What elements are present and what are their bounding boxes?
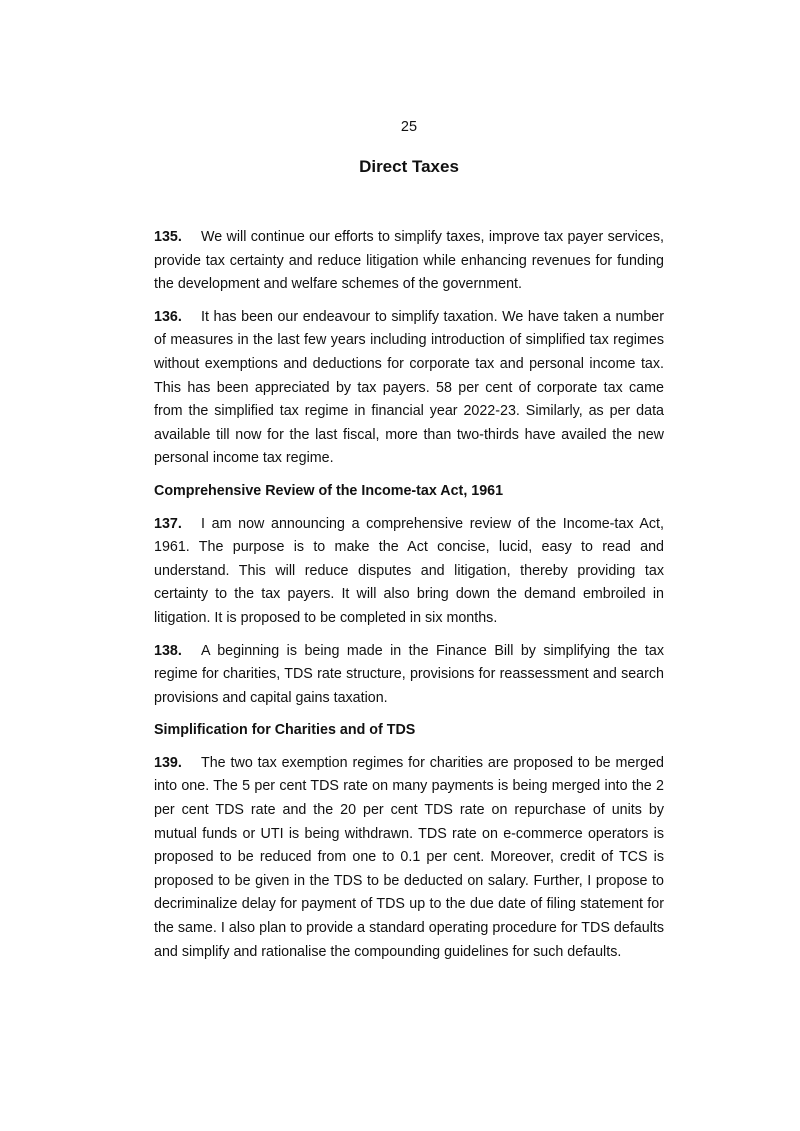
subheading-income-tax-review: Comprehensive Review of the Income-tax Act, 1961 <box>154 482 504 499</box>
paragraph-text: We will continue our efforts to simplify taxes, improve tax payer services, provide tax certainty and reduce litigation while enhancing revenues for funding the development and welfare schemes of the government. <box>154 229 664 293</box>
paragraph-137 <box>154 513 664 631</box>
paragraph-138 <box>154 640 664 711</box>
paragraph-text: I am now announcing a comprehensive review of the Income-tax Act, 1961. The purpose is to make the Act concise, lucid, easy to read and understand. This will reduce disputes and litigation, thereby providing tax certainty to the tax payers. It will also bring down the demand embroiled in litigation. It is proposed to be completed in six months. <box>154 515 664 626</box>
paragraph-number: 136. <box>154 308 182 325</box>
page-number: 25 <box>400 119 418 135</box>
paragraph-number: 138. <box>154 642 182 659</box>
subheading-charities-tds: Simplification for Charities and of TDS <box>154 722 416 739</box>
paragraph-number: 135. <box>154 229 182 245</box>
paragraph-text: The two tax exemption regimes for charities are proposed to be merged into one. The 5 per cent TDS rate on many payments is being merged into the 2 per cent TDS rate and the 20 per cent TDS rate on repurchase of units by mutual funds or UTI is being withdrawn. TDS rate on e-commerce operators is proposed to be reduced from one to 0.1 per cent. Moreover, credit of TCS is proposed to be given in the TDS to be deducted on salary. Further, I propose to decriminalize delay for payment of TDS up to the due date of filing statement for the same. I also plan to provide a standard operating procedure for TDS defaults and simplify and rationalise the compounding guidelines for such defaults. <box>154 754 664 960</box>
paragraph-number: 139. <box>154 754 182 771</box>
document-body <box>154 226 664 964</box>
paragraph-text: It has been our endeavour to simplify taxation. We have taken a number of measures in the last few years including introduction of simplified tax regimes without exemptions and deductions for corporate tax and personal income tax. This has been appreciated by tax payers. 58 per cent of corporate tax came from the simplified tax regime in financial year 2022-23. Similarly, as per data available till now for the last fiscal, more than two-thirds have availed the new personal income tax regime. <box>154 308 664 467</box>
paragraph-135 <box>154 226 664 297</box>
paragraph-number: 137. <box>154 515 182 532</box>
paragraph-text: A beginning is being made in the Finance Bill by simplifying the tax regime for charities, TDS rate structure, provisions for reassessment and search provisions and capital gains taxation. <box>154 642 664 706</box>
section-title: Direct Taxes <box>359 157 459 176</box>
paragraph-139 <box>154 752 664 964</box>
document-page <box>154 118 664 973</box>
paragraph-136 <box>154 306 664 471</box>
